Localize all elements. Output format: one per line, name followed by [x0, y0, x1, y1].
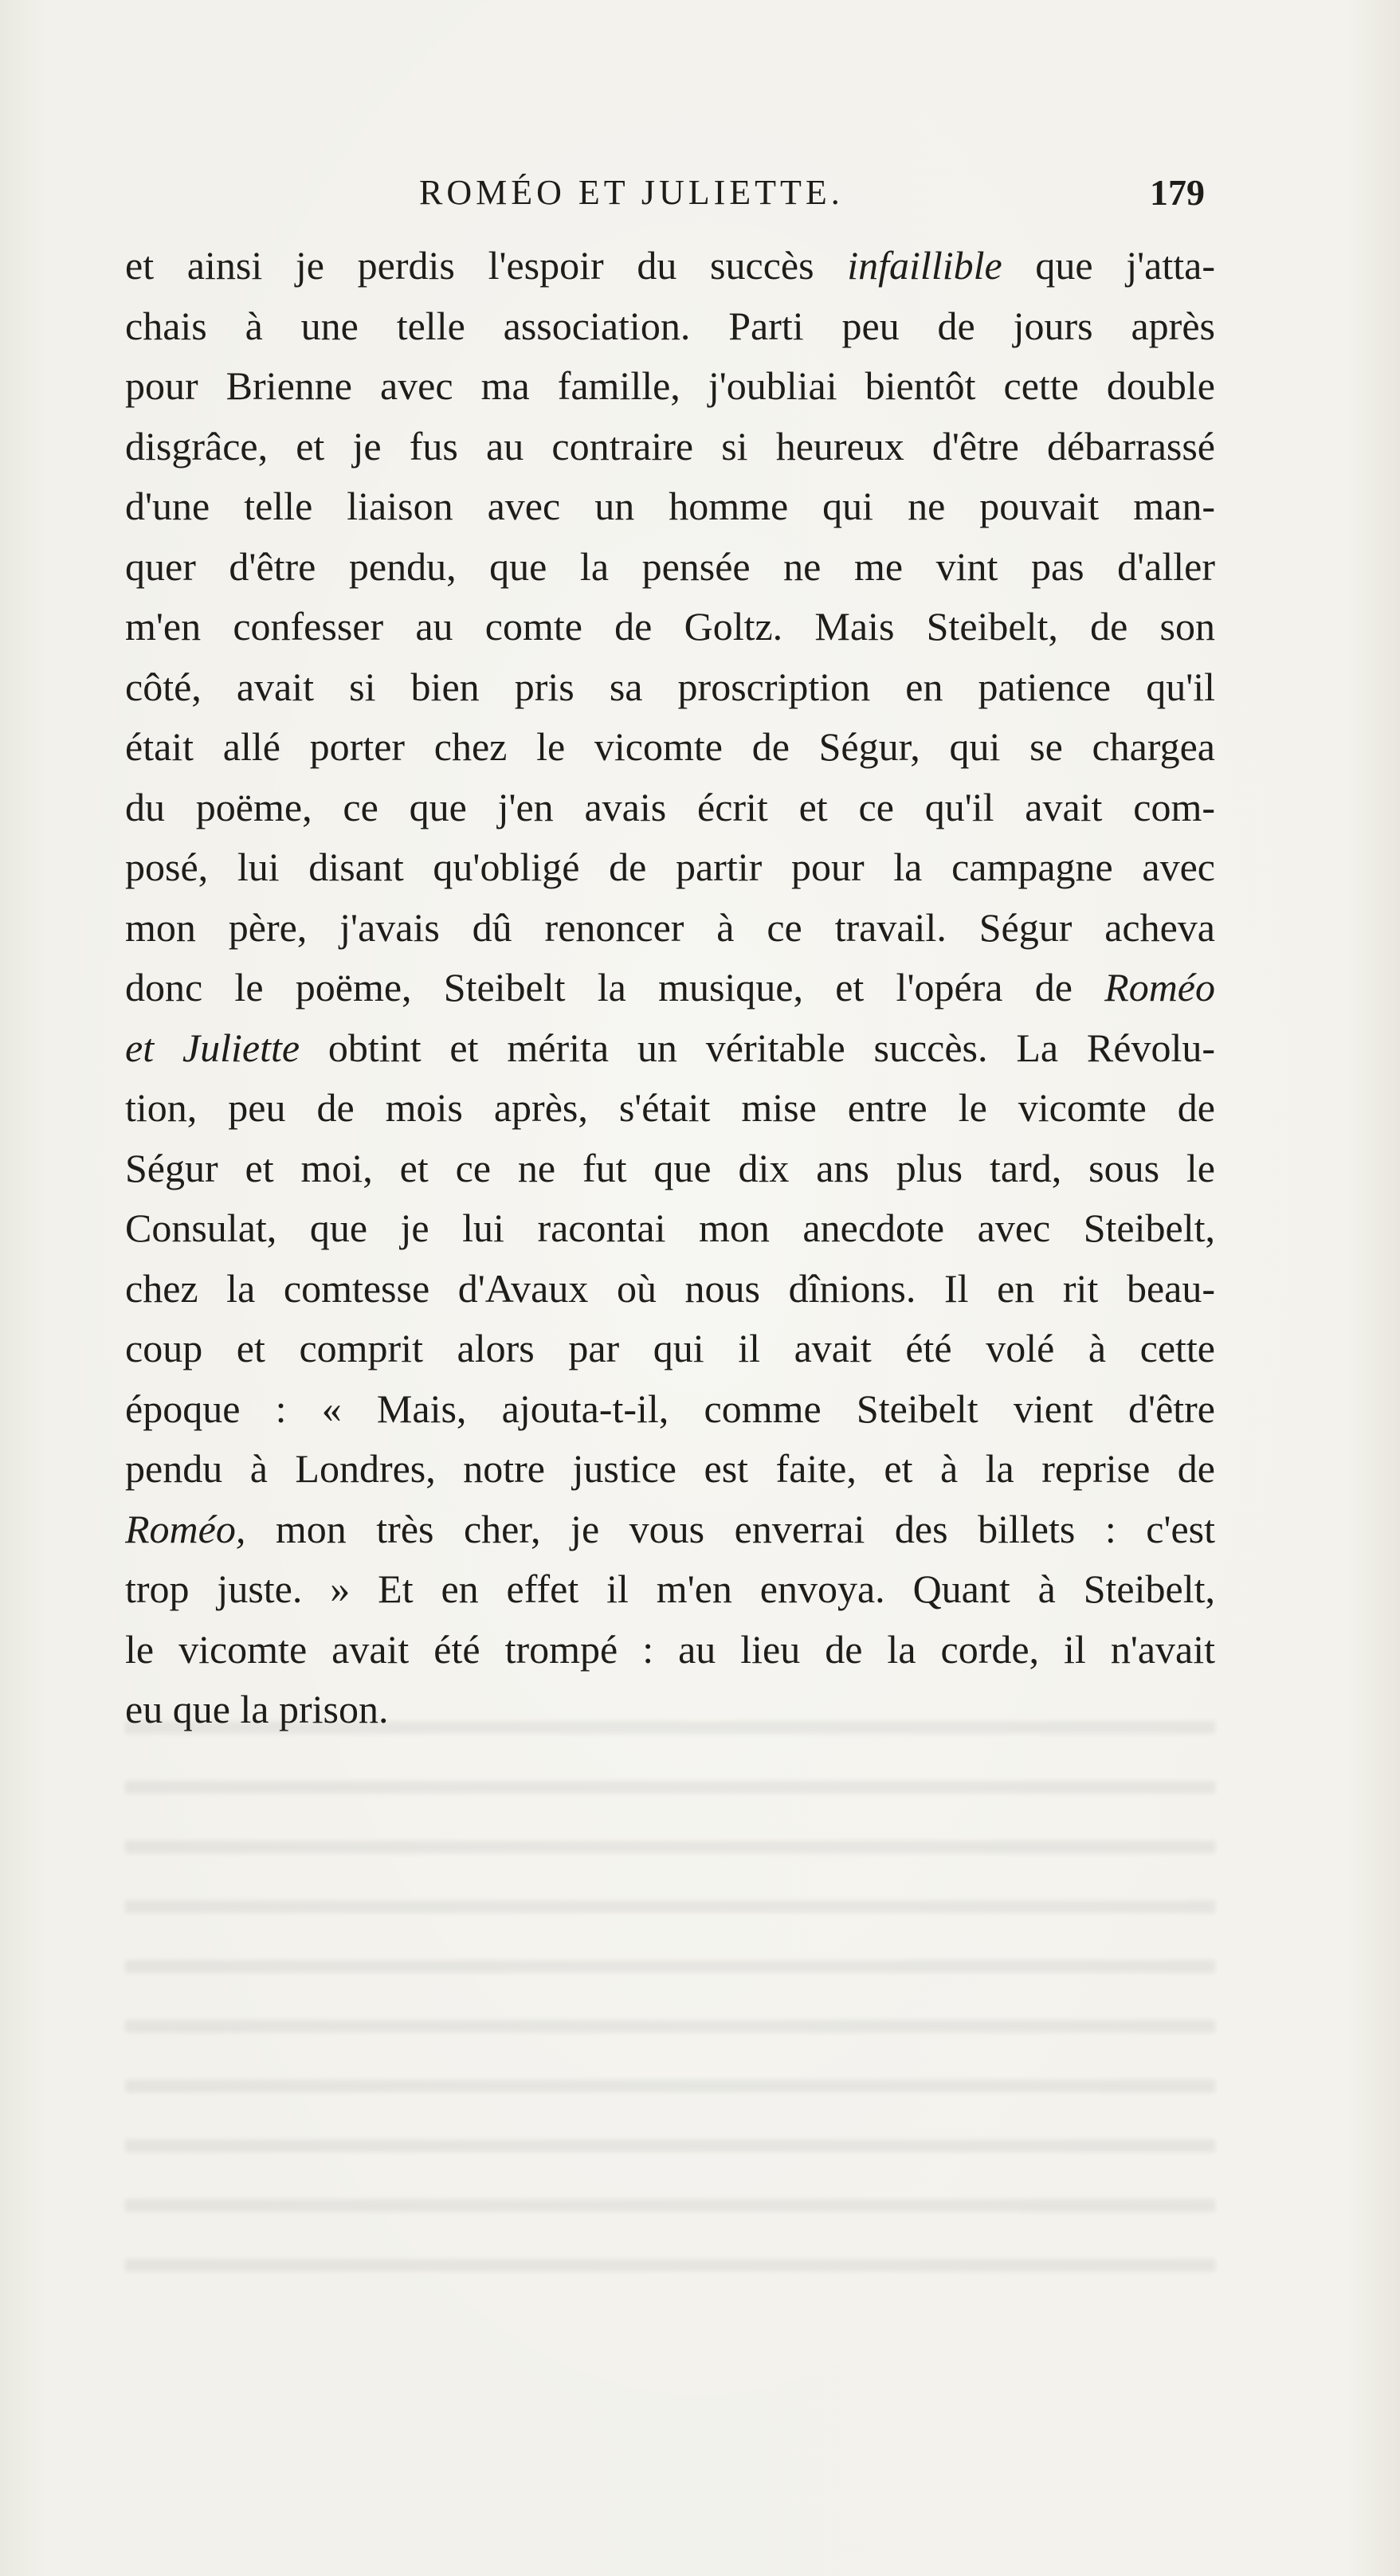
text-segment: Ségur et moi, et ce ne fut que dix ans plus tard, sous le: [125, 1145, 1215, 1190]
text-segment: du poëme, ce que j'en avais écrit et ce qu'il avait com-: [125, 784, 1215, 829]
text-segment: pendu à Londres, notre justice est faite, et à la reprise de: [125, 1446, 1215, 1491]
text-line: [125, 958, 1215, 1018]
running-title: ROMÉO ET JULIETTE.: [419, 173, 844, 212]
text-line: [125, 1018, 1215, 1079]
text-segment: d'une telle liaison avec un homme qui ne pouvait man-: [125, 484, 1215, 528]
italic-text: infaillible: [847, 243, 1002, 288]
page-header: [0, 169, 1400, 217]
text-segment: coup et comprit alors par qui il avait été volé à cette: [125, 1326, 1215, 1370]
text-segment: obtint et mérita un véritable succès. La Révolu-: [300, 1025, 1215, 1070]
show-through-text: [125, 1697, 1215, 2287]
text-segment: époque : « Mais, ajouta-t-il, comme Steibelt vient d'être: [125, 1386, 1215, 1431]
text-segment: disgrâce, et je fus au contraire si heureux d'être débarrassé: [125, 423, 1215, 469]
text-line: [125, 236, 1215, 296]
text-segment: mon père, j'avais dû renoncer à ce travail. Ségur acheva: [125, 904, 1215, 950]
text-line: [125, 1439, 1215, 1500]
text-segment: et ainsi je perdis l'espoir du succès: [125, 243, 848, 288]
text-line: [125, 717, 1215, 778]
text-line: [125, 837, 1215, 898]
text-segment: donc le poëme, Steibelt la musique, et l'opéra de: [125, 965, 1105, 1010]
text-segment: pour Brienne avec ma famille, j'oubliai bientôt cette double: [125, 363, 1215, 408]
text-segment: posé, lui disant qu'obligé de partir pour la campagne avec: [125, 845, 1215, 889]
text-segment: eu que la prison.: [125, 1687, 389, 1731]
page-number: 179: [1150, 172, 1205, 213]
text-line: [125, 657, 1215, 718]
text-segment: était allé porter chez le vicomte de Ségur, qui se chargea: [125, 724, 1215, 769]
italic-text: Roméo: [1104, 965, 1215, 1010]
text-line: [125, 1139, 1215, 1199]
text-segment: tion, peu de mois après, s'était mise entre le vicomte de: [125, 1085, 1215, 1130]
text-line: [125, 1259, 1215, 1319]
text-line: [125, 1319, 1215, 1379]
text-segment: que j'atta-: [1002, 243, 1215, 288]
text-segment: le vicomte avait été trompé : au lieu de la corde, il n'avait: [125, 1626, 1215, 1672]
body-text: [125, 236, 1215, 1740]
text-line: [125, 1620, 1215, 1680]
text-segment: chais à une telle association. Parti peu de jours après: [125, 303, 1215, 348]
text-line: [125, 1500, 1215, 1560]
text-line: [125, 476, 1215, 537]
text-line: [125, 537, 1215, 598]
text-segment: m'en confesser au comte de Goltz. Mais Steibelt, de son: [125, 604, 1215, 649]
text-segment: mon très cher, je vous enverrai des billets : c'est: [245, 1506, 1215, 1551]
text-line: [125, 1559, 1215, 1620]
text-segment: trop juste. » Et en effet il m'en envoya. Quant à Steibelt,: [125, 1566, 1215, 1611]
text-line: [125, 597, 1215, 657]
text-line: [125, 356, 1215, 417]
text-segment: chez la comtesse d'Avaux où nous dînions. Il en rit beau-: [125, 1265, 1215, 1311]
text-line: [125, 417, 1215, 477]
text-segment: Consulat, que je lui racontai mon anecdote avec Steibelt,: [125, 1206, 1215, 1250]
italic-text: Roméo,: [125, 1506, 246, 1551]
italic-text: et Juliette: [125, 1025, 300, 1070]
text-line: [125, 778, 1215, 838]
text-segment: quer d'être pendu, que la pensée ne me vint pas d'aller: [125, 543, 1215, 589]
text-line: [125, 1198, 1215, 1259]
text-line: [125, 296, 1215, 357]
text-line: [125, 1379, 1215, 1440]
text-line: [125, 898, 1215, 959]
text-segment: côté, avait si bien pris sa proscription en patience qu'il: [125, 664, 1215, 709]
text-line: [125, 1078, 1215, 1139]
